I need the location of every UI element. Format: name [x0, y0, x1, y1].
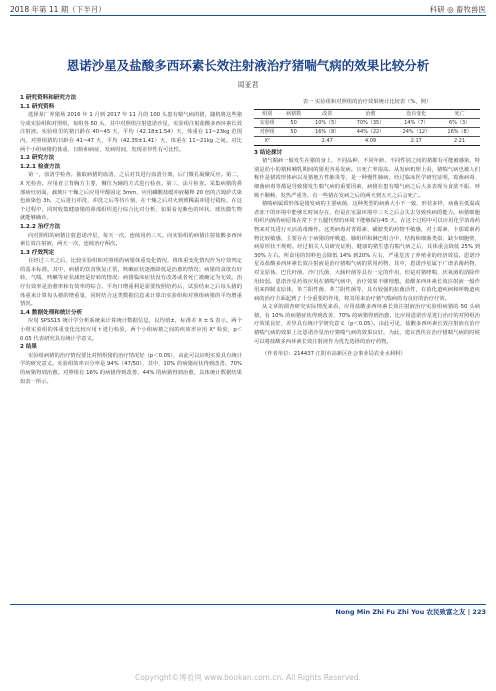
table-cell: 70%（35） [348, 118, 394, 127]
section-heading: 1 研究资料和研究方法 [20, 95, 77, 101]
right-column [254, 98, 480, 586]
table-row [254, 127, 480, 136]
table-title: 表一 实验组和对照组的治疗效果统计比较表（%，例） [302, 99, 432, 105]
article-title: 恩诺沙星及盐酸多西环素长效注射液治疗猪喘气病的效果比较分析 [66, 58, 430, 73]
table-cell: 50 [280, 127, 306, 136]
paragraph: 向对照组的病猪注射恩诺沙星，每天一次，连续用药三天。向实验组的病猪注射盐酸多西环素长效注射液，两天一次，连续治疗两次。 [20, 232, 242, 248]
issue-label: 2018 年第 11 期（下半月） [10, 5, 106, 14]
right-column-body [254, 149, 480, 359]
section-heading: 1.2.2 治疗方法 [20, 223, 61, 230]
section-heading: 3 结论探讨 [254, 149, 283, 156]
table-cell: 16%（8） [439, 127, 480, 136]
footer-divider [10, 604, 486, 605]
paragraph: 应用 SPSS15 统计学分析系统来计算统计数据信息，以均值±，标准差 X ± S 表示。两个小组实验组的体重变化比较应用 t 进行检验，两个小组病猪之间的疾效率应用 X² 检验，p＜0.05 代表研究具有统计学意义。 [20, 318, 242, 342]
section-heading: 1.1 研究资料 [20, 103, 55, 110]
copyright-watermark: Copyright©博看网 www.bookan.com.cn. All Rights Reserved. [134, 673, 362, 682]
table-cell: 2.17 [393, 136, 439, 145]
section-label: 科研 ◎ 畜牧兽医 [429, 5, 486, 14]
table-header-cell: 没有变化 [393, 109, 439, 118]
table-cell: 24%（12） [393, 127, 439, 136]
header-divider [10, 15, 486, 16]
section-heading: 1.2.1 检查方法 [20, 163, 61, 170]
table-cell: 4.09 [348, 136, 394, 145]
page-header [0, 0, 496, 18]
table-row [254, 136, 480, 145]
table-cell: 50 [280, 118, 306, 127]
table-cell: 10%（5） [307, 118, 348, 127]
paragraph: 第一，血清学检查。抽取病猪的血清，之后对其进行血清分离，后门微孔凝聚反应。第二，X 光检查。应用直立背胸方主要，侧位为辅的方式进行检查。第三，涂片检查。采集病猪的鼻部病灶切面，载玻片干燥之后应用甲醇固定 3mm，应用磷酸盐缓冲液稀释 20 倍的吉姆萨式染色液染色 3h，之后进行冲洗，冲洗之后等待片刻，在干燥之后对火到到稀霜冲进行镜检。在这个过程中，同时收集健康猪的鼻部组织进行综合比对分析，如果看见紫色的环状、球状微生物就能够确诊。 [20, 172, 242, 222]
left-column [20, 94, 242, 590]
article-author: 周亚君 [237, 81, 259, 89]
paragraph: 实验组病猪的治疗情况要比对照组猪的治疗情况好（p＜0.05），由此可以证明实验具有统计学的研究意义。实验组效率百分率是 94%（47/50），其中，10% 的病猪症状得到改善，70% 的病猪得到治愈。对照组有 16% 的病猪得到改善，44% 的病猪得到治愈，具体统计数据结果如表一所示。 [20, 352, 242, 385]
table-cell: 对照组 [254, 127, 280, 136]
author-affiliation: （作者单位：214437 江阴市高新区社会事业局农业水利科） [261, 351, 406, 358]
paragraph: 猪喘病属霉形体是猪发病的主要病菌，这种类型的病菌大小不一致，形状多样，病菌在低温或者冻干的环境中能够长时间存在，但是在室温环境中三天之后会失去导致疾病的能力。病猪细胞组织内菌的病原体在常下于五腿代壁的环境下能够保存45 天，在这个过程中可以应用化学消毒药物来对其进行灭活消毒操作。这类病毒对青霉素、磺胺类的药物不敏感，对土霉素、卡那霉素药物比较敏感，主要存在于病猪的呼吸道、肺组织和淋巴组合中，结构和细菌类似，缺少细胞壁，病原形状不规则。经过相关人员研究证明，健康的猪生患有喘气病之后，其体重会降低 25% 到 30% 左右。所食用的饲料也会降低 14% 到20% 左右，严重危害了养殖业的经济效益。恩诺沙星及盐酸多西环素长效注射液是治疗猪喘气病的常用药物，其中，恩诺沙星属于广谱杀菌药物，对支原体、巴氏杆菌、沙门氏菌、大肠杆菌等具有一定的作用，但是对猪哮喘、厌氧菌的消除作用较弱。恩诺沙星药效应用在猪喘气病中，治疗效果不够理想。盐酸多西环素长效注射液一般作用来抑制支原体，革兰阳性菌、革兰阴性菌等，具有较强的抗菌活性，在消化道疾病和呼吸道疾病的治疗方面起到了十分重要的作用，将其用来治疗猪气喘病的有良好的治疗疗效。 [254, 201, 480, 302]
table-header-cell: 治愈 [348, 109, 394, 118]
table-cell: 16%（8） [307, 127, 348, 136]
section-heading: 1.2 研究方法 [20, 155, 55, 162]
table-row [254, 118, 480, 127]
table-header-cell: 组别 [254, 109, 280, 118]
table-cell: 2.47 [307, 136, 348, 145]
table-cell: 44%（22） [348, 127, 394, 136]
section-heading: 1.3 疗效判定 [20, 249, 55, 256]
table-header-cell: 死亡 [439, 109, 480, 118]
paragraph: 选择某厂养猪场 2016 年 1 月到 2017 年 11 月的 100 头患有喘气病的猪，随机将这些猪分成实验组和对照组，每组各 50 头，其中对照组注射恩诺沙星，实验组注射盐酸多西环素长效注射液。实验组里的猪日龄在 40~45 天，平均（42.18±1.54）天，体重在 11~23kg 范围内，对照组猪的日龄在 41~47 天，平均（42.35±1.41）天，体重在 11~21kg 之间。对比两个小组病猪的体重、日龄和病症，发病时间，发现差异性有可比性。 [20, 112, 242, 153]
section-heading: 1.4 数据处理和统计分析 [20, 309, 83, 316]
paragraph: 从文章的调查研究实际情况来看，应用盐酸多西环素长效注射液治疗实验组病猪的 50 头病猪，有 10% 的病猪症状得到改善，70% 的病猪得到治愈，比应用恩诺沙星进行治疗的对照组治疗效果良好，差异具有统计学研究意义（p＜0.05）。由此可见，盐酸多西环素长效注射液在治疗猪喘气病的效果上比恩诺沙星治疗猪喘气病的效果良好。为此，建议兽医在治疗猪喘气病的时候可以将盐酸多西环素长效注射液作为优先选择的治疗药物。 [254, 304, 480, 345]
publication-footer: Nong Min Zhi Fu Zhi You 农民致富之友 | 223 [335, 608, 486, 616]
paragraph: 在经过三天之后，比较实验组和对照组的病猪体重变化情况，将体重变化情况作为疗效判定的基本标准。其中，病猪的饮食恢复正常，咳嗽症状逐渐降低是治愈的情况；病猪的食欲有好转，气喘、咳嗽等症状减轻是好转的情况；病猪临床症状没有改善或者死亡被确定为无效。治疗有效率是治愈率和有效率的综合。平均日增重利是需要按照给药后，试验结束之后每头猪的体重来计算每头猪的增重量，同时结合这类数据信息来计算出实验组和对照组病猪的平均增重情况。 [20, 258, 242, 308]
table-header-cell: 病猪数 [280, 109, 306, 118]
table-cell: 2.21 [439, 136, 480, 145]
table-header-cell: 改善 [307, 109, 348, 118]
table-cell: 14%（7） [393, 118, 439, 127]
table-cell: 实验组 [254, 118, 280, 127]
table-cell [280, 136, 306, 145]
results-table [254, 109, 480, 146]
paragraph: 猪气喘病一般发生在猪的身上，不同品种、不同年龄、不同性别之间的猪都有可能被感染，特别是幼小的猪和哺乳期间的猪更容易发病。且死亡率很高。从发病机理上看，猪喘气病也被人们称作是猪霉形体病以及猪地方性肺炎等，是一种慢性肺病。经过临床医学研究证明，霉菌病毒、细菌病毒等都是导致猪发生喘气病的重要因素，病猪在患有喘气病之后大多表现为食欲不振、呼吸不顺畅、发热严重等，有一些猪在发病之后的两天到五天之后会死亡。 [254, 158, 480, 199]
section-heading: 2 结果 [20, 344, 38, 351]
table-cell: X² [254, 136, 280, 145]
table-cell: 6%（3） [439, 118, 480, 127]
